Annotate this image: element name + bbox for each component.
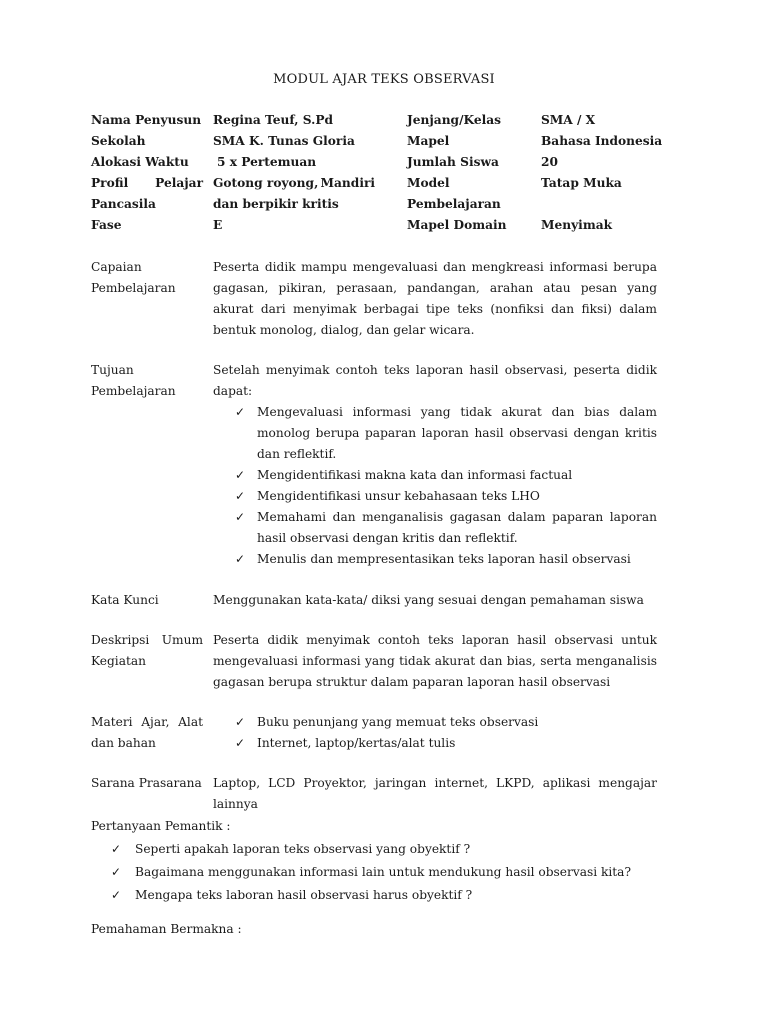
list-item-text: Mengevaluasi informasi yang tidak akurat dan bias dalam monolog berupa paparan laporan hasil observasi dengan kritis dan reflektif. — [257, 405, 657, 461]
profil-value-cont: dan berpikir kritis — [213, 197, 339, 211]
label-line: Capaian — [91, 260, 142, 274]
model-label-cont: Pembelajaran — [407, 197, 501, 211]
list-item — [213, 465, 657, 486]
alokasi-value — [213, 152, 407, 173]
jumlah-label: Jumlah Siswa — [407, 155, 499, 169]
list-item — [213, 733, 657, 754]
check-icon: ✓ — [235, 468, 246, 482]
alokasi-value-text: 5 x Pertemuan — [217, 155, 317, 169]
pemahaman-label: Pemahaman Bermakna : — [91, 922, 242, 936]
label-word: Umum — [161, 633, 203, 647]
model-value: Tatap Muka — [541, 176, 622, 190]
identity-table — [91, 110, 671, 236]
label-word: Materi — [91, 715, 133, 729]
check-icon: ✓ — [235, 489, 246, 503]
label-word: Deskripsi — [91, 633, 150, 647]
profil-label — [91, 173, 213, 194]
label-line: Pembelajaran — [91, 384, 176, 398]
label-word: Alat — [178, 715, 203, 729]
empty-cell — [541, 194, 671, 215]
sekolah-value: SMA K. Tunas Gloria — [213, 134, 355, 148]
jenjang-value: SMA / X — [541, 113, 596, 127]
list-item-text: Mengapa teks laboran hasil observasi harus obyektif ? — [135, 888, 473, 902]
list-item-text: Mengidentifikasi makna kata dan informasi factual — [257, 468, 573, 482]
table-row — [91, 110, 671, 131]
deskripsi-label — [91, 630, 203, 672]
list-item — [213, 507, 657, 549]
table-row — [91, 131, 671, 152]
label-line: Tujuan — [91, 363, 134, 377]
materi-list — [213, 712, 657, 754]
tujuan-list — [213, 402, 657, 570]
label-word: Ajar, — [141, 715, 170, 729]
jumlah-value: 20 — [541, 155, 558, 169]
check-icon: ✓ — [235, 405, 246, 419]
list-item-text: Memahami dan menganalisis gagasan dalam paparan laporan hasil observasi dengan kritis dan reflektif. — [257, 510, 657, 545]
label-line: dan bahan — [91, 736, 156, 750]
materi-label — [91, 712, 203, 754]
list-item-text: Menulis dan mempresentasikan teks laporan hasil observasi — [257, 552, 631, 566]
check-icon: ✓ — [235, 715, 246, 729]
list-item — [213, 549, 657, 570]
tujuan-intro: Setelah menyimak contoh teks laporan hasil observasi, peserta didik dapat: — [213, 363, 657, 398]
nama-penyusun-label: Nama Penyusun — [91, 113, 202, 127]
nama-penyusun-value: Regina Teuf, S.Pd — [213, 113, 334, 127]
jenjang-label: Jenjang/Kelas — [407, 113, 501, 127]
profil-label-part: Profil — [91, 176, 129, 190]
alokasi-label: Alokasi Waktu — [91, 155, 189, 169]
list-item-text: Buku penunjang yang memuat teks observasi — [257, 715, 539, 729]
check-icon: ✓ — [235, 552, 246, 566]
document-title: MODUL AJAR TEKS OBSERVASI — [273, 72, 495, 87]
list-item — [91, 884, 657, 907]
sekolah-label: Sekolah — [91, 134, 146, 148]
tujuan-body — [213, 360, 657, 570]
kata-kunci-label: Kata Kunci — [91, 593, 159, 607]
mapel-label: Mapel — [407, 134, 450, 148]
label-line: Kegiatan — [91, 654, 146, 668]
list-item — [213, 486, 657, 507]
model-label: Model — [407, 176, 450, 190]
kata-kunci-text: Menggunakan kata-kata/ diksi yang sesuai dengan pemahaman siswa — [213, 593, 644, 607]
materi-body — [213, 712, 657, 754]
table-row — [91, 152, 671, 173]
list-item — [213, 402, 657, 465]
capaian-text: Peserta didik mampu mengevaluasi dan mengkreasi informasi berupa gagasan, pikiran, perasaan, pandangan, arahan atau pesan yang akurat dari menyimak berbagai tipe teks (nonfiksi dan fiksi) dalam bentuk monolog, dialog, dan gelar wicara. — [213, 260, 657, 337]
pertanyaan-list — [91, 838, 657, 907]
check-icon: ✓ — [111, 865, 122, 879]
table-row — [91, 173, 671, 194]
domain-value: Menyimak — [541, 218, 613, 232]
list-item — [91, 838, 657, 861]
check-icon: ✓ — [235, 736, 246, 750]
deskripsi-text: Peserta didik menyimak contoh teks laporan hasil observasi untuk mengevaluasi informasi yang tidak akurat dan bias, serta menganalisis gagasan berupa struktur dalam paparan laporan hasil observasi — [213, 633, 657, 689]
list-item-text: Internet, laptop/kertas/alat tulis — [257, 736, 456, 750]
list-item-text: Bagaimana menggunakan informasi lain untuk mendukung hasil observasi kita? — [135, 865, 631, 879]
sarana-label: Sarana Prasarana — [91, 776, 202, 790]
domain-label: Mapel Domain — [407, 218, 507, 232]
list-item-text: Seperti apakah laporan teks observasi yang obyektif ? — [135, 842, 471, 856]
pemahaman-section — [91, 918, 657, 941]
check-icon: ✓ — [111, 842, 122, 856]
list-item — [91, 861, 657, 884]
check-icon: ✓ — [111, 888, 122, 902]
list-item — [213, 712, 657, 733]
pertanyaan-section — [91, 815, 657, 907]
fase-value: E — [213, 218, 223, 232]
capaian-label — [91, 257, 203, 299]
sarana-text: Laptop, LCD Proyektor, jaringan internet, LKPD, aplikasi mengajar lainnya — [213, 776, 657, 811]
pertanyaan-label: Pertanyaan Pemantik : — [91, 819, 231, 833]
profil-label-cont: Pancasila — [91, 197, 156, 211]
table-row — [91, 215, 671, 236]
fase-label: Fase — [91, 218, 122, 232]
table-row — [91, 194, 671, 215]
profil-value-part: Mandiri — [320, 176, 375, 190]
tujuan-label — [91, 360, 203, 402]
list-item-text: Mengidentifikasi unsur kebahasaan teks LHO — [257, 489, 540, 503]
profil-value — [213, 173, 407, 194]
profil-label-part: Pelajar — [155, 176, 203, 190]
check-icon: ✓ — [235, 510, 246, 524]
mapel-value: Bahasa Indonesia — [541, 134, 663, 148]
label-line: Pembelajaran — [91, 281, 176, 295]
profil-value-part: Gotong royong, — [213, 176, 319, 190]
